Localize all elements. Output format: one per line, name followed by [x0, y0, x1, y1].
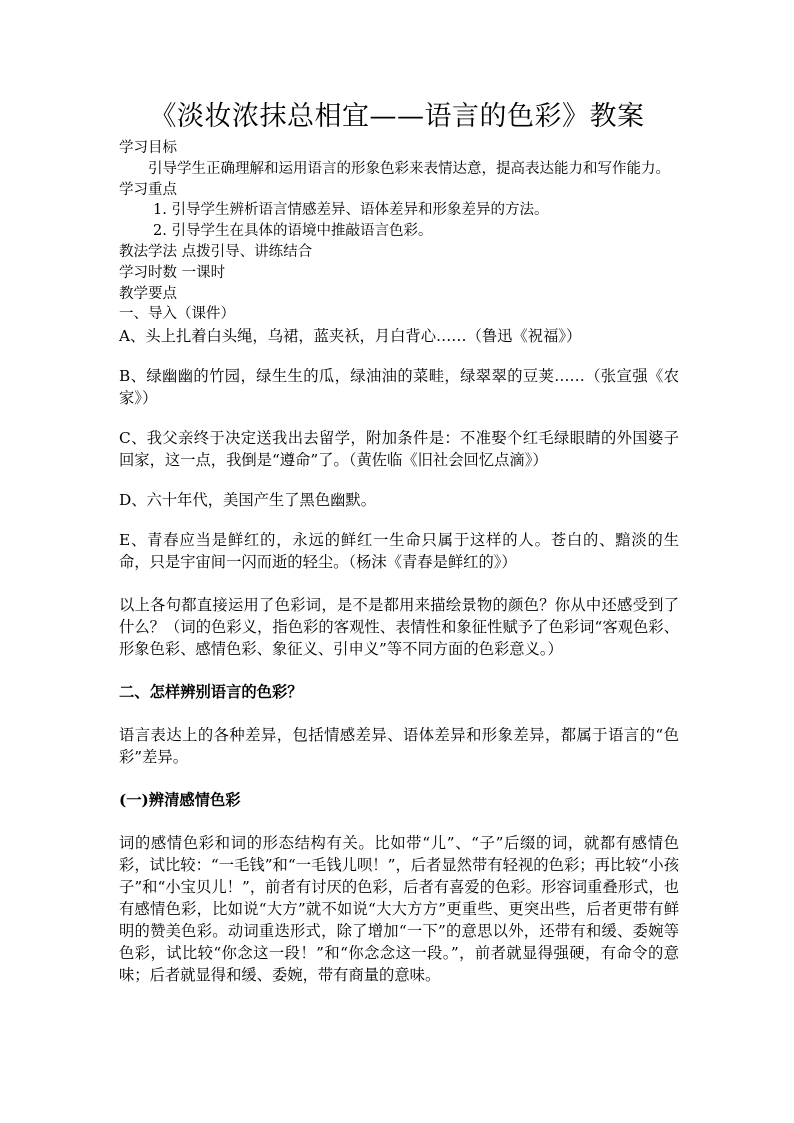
- discussion-question: 以上各句都直接运用了色彩词，是不是都用来描绘景物的颜色？你从中还感受到了什么？（词的色彩义，指色彩的客观性、表情性和象征性赋予了色彩词“客观色彩、形象色彩、感情色彩、象征义、引申义”等不同方面的色彩意义。）: [119, 596, 679, 659]
- example-b: B、绿幽幽的竹园，绿生生的瓜，绿油油的菜畦，绿翠翠的豆荚……（张宣强《农家》）: [119, 367, 679, 408]
- intro-heading: 一、导入（课件）: [119, 306, 235, 323]
- key-point-item: 2. 引导学生在具体的语境中推敲语言色彩。: [153, 223, 433, 240]
- example-c: C、我父亲终于决定送我出去留学，附加条件是：不准娶个红毛绿眼睛的外国婆子回家，这一点，我倒是“遵命”了。（黄佐临《旧社会回忆点滴》）: [119, 429, 679, 470]
- subsection1-heading: (一)辨清感情色彩: [119, 791, 241, 810]
- objectives-text: 引导学生正确理解和运用语言的形象色彩来表情达意，提高表达能力和写作能力。: [148, 160, 670, 177]
- subsection1-text: 词的感情色彩和词的形态结构有关。比如带“儿”、“子”后缀的词，就都有感情色彩，试比较：“一毛钱”和“一毛钱儿呗！”，后者显然带有轻视的色彩；再比较“小孩子”和“小宝贝儿！”，前者有讨厌的色彩，后者有喜爱的色彩。形容词重叠形式，也有感情色彩，比如说“大方”就不如说“大大方方”更重些、更突出些，后者更带有鲜明的赞美色彩。动词重迭形式，除了增加“一下”的意思以外，还带有和缓、委婉等色彩，试比较“你念这一段！”和“你念念这一段。”，前者就显得强硬，有命令的意味；后者就显得和缓、委婉，带有商量的意味。: [119, 834, 679, 985]
- document-body: [119, 138, 679, 986]
- objectives-heading: 学习目标: [119, 140, 177, 156]
- study-hours: 学习时数 一课时: [119, 264, 226, 281]
- example-e: E、青春应当是鲜红的，永远的鲜红一生命只属于这样的人。苍白的、黯淡的生命，只是宇宙间一闪而逝的轻尘。（杨沫《青春是鲜红的》）: [119, 531, 679, 572]
- example-a: A、头上扎着白头绳，乌裙，蓝夹袄，月白背心……（鲁迅《祝福》）: [119, 327, 582, 346]
- example-d: D、六十年代，美国产生了黑色幽默。: [119, 491, 377, 510]
- key-point-item: 1. 引导学生辨析语言情感差异、语体差异和形象差异的方法。: [153, 202, 549, 219]
- key-points-heading: 学习重点: [119, 181, 177, 198]
- section2-text: 语言表达上的各种差异，包括情感差异、语体差异和形象差异，都属于语言的“色彩”差异。: [119, 726, 679, 767]
- essentials-heading: 教学要点: [119, 285, 177, 302]
- teaching-method: 教法学法 点拨引导、讲练结合: [119, 243, 313, 260]
- section2-heading: 二、怎样辨别语言的色彩？: [119, 683, 303, 702]
- document-title: 《淡妆浓抹总相宜——语言的色彩》教案: [149, 101, 645, 132]
